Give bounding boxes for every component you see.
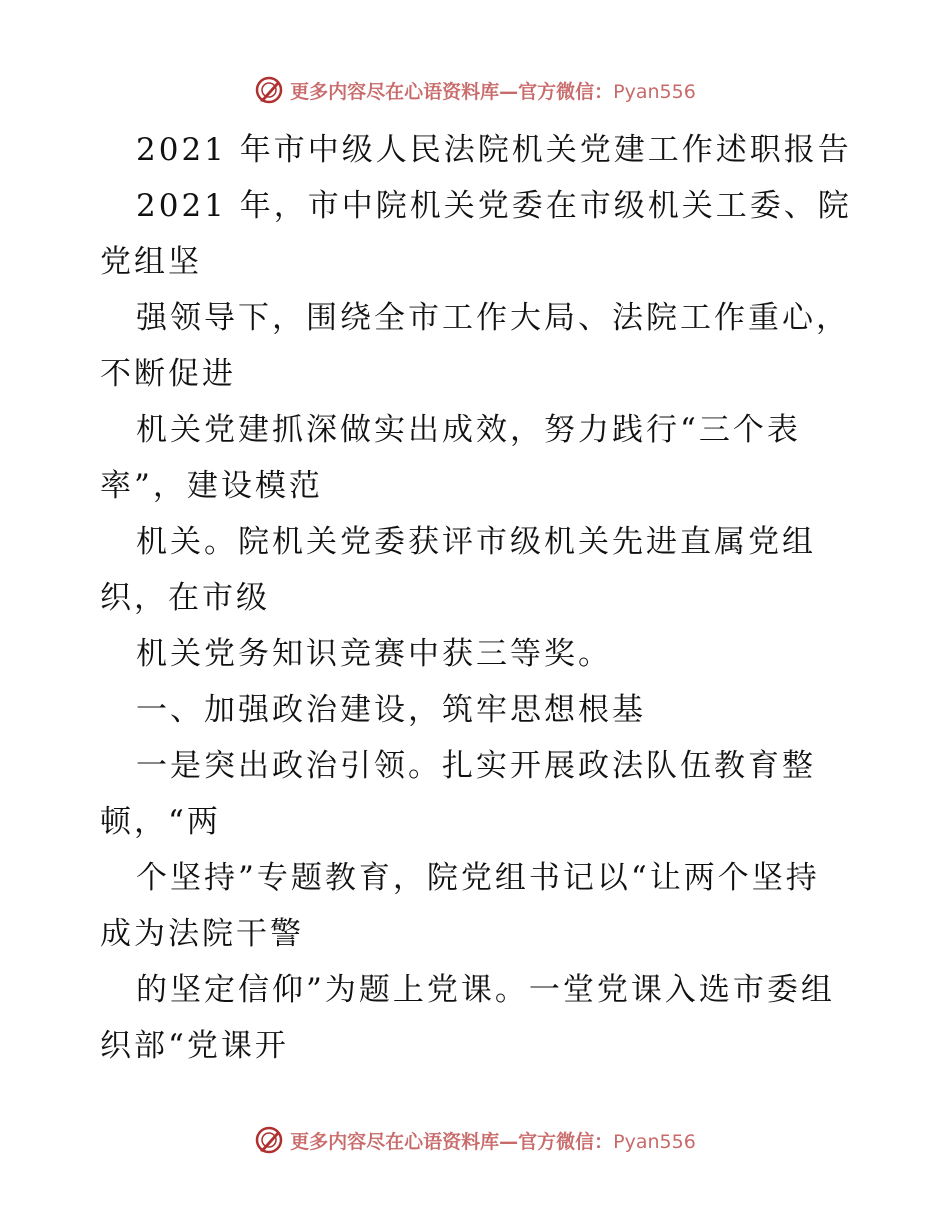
document-title: 2021 年市中级人民法院机关党建工作述职报告 [136,132,852,168]
header-banner-text: 更多内容尽在心语资料库—官方微信：Pyan556 [290,80,696,103]
paragraph-line: 织，在市级 [100,580,270,616]
paragraph-line: 成为法院干警 [100,916,304,952]
footer-banner-wechat: Pyan556 [613,1130,696,1153]
paragraph-line: 机关。院机关党委获评市级机关先进直属党组 [136,524,816,560]
footer-banner-text: 更多内容尽在心语资料库—官方微信：Pyan556 [290,1130,696,1153]
quill-logo-icon [254,1125,284,1155]
paragraph-line: 强领导下，围绕全市工作大局、法院工作重心， [136,300,850,336]
paragraph-line: 2021 年，市中院机关党委在市级机关工委、院 [136,188,852,224]
header-banner-wechat: Pyan556 [613,80,696,103]
footer-banner [0,1120,950,1160]
quill-logo-icon [254,75,284,105]
paragraph-line: 顿，“两 [100,804,221,840]
paragraph-line: 党组坚 [100,244,202,280]
paragraph-line: 机关党务知识竞赛中获三等奖。 [136,636,612,672]
header-banner [0,70,950,110]
document-body [100,122,860,1074]
paragraph-line: 织部“党课开 [100,1028,289,1064]
paragraph-line: 不断促进 [100,356,236,392]
paragraph-line: 一是突出政治引领。扎实开展政法队伍教育整 [136,748,816,784]
paragraph-line: 率”，建设模范 [100,468,323,504]
paragraph-line: 个坚持”专题教育，院党组书记以“让两个坚持 [136,860,820,896]
paragraph-line: 的坚定信仰”为题上党课。一堂党课入选市委组 [136,972,835,1008]
paragraph-line: 机关党建抓深做实出成效，努力践行“三个表 [136,412,801,448]
section-heading: 一、加强政治建设，筑牢思想根基 [136,692,646,728]
